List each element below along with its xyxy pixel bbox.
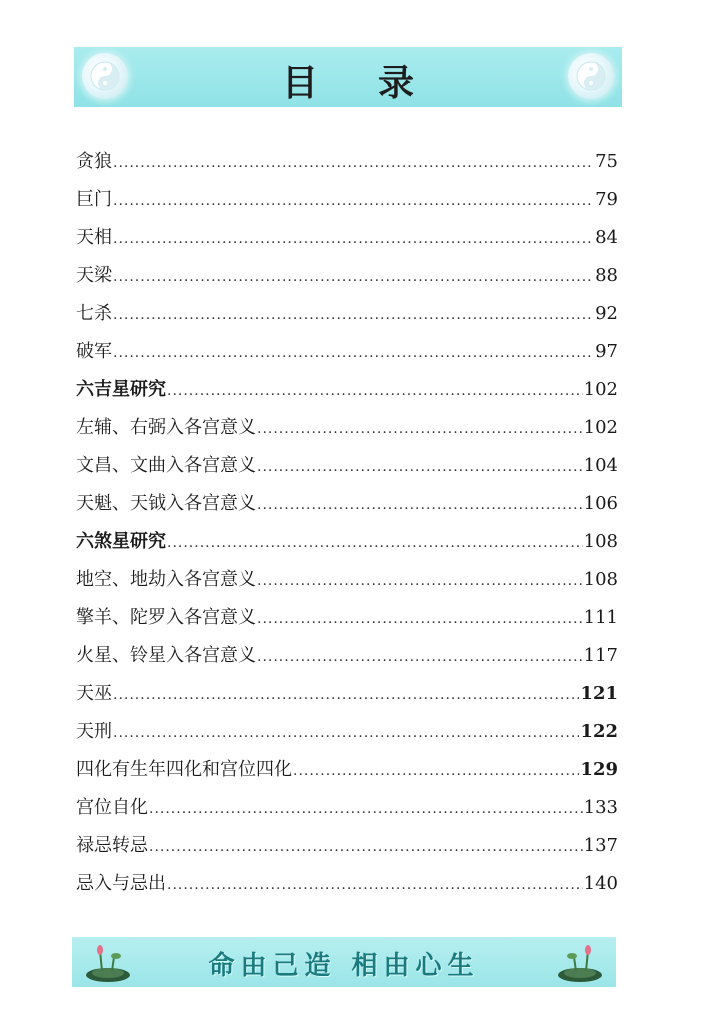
dot-leader xyxy=(113,231,594,247)
dot-leader xyxy=(293,763,579,779)
dot-leader xyxy=(257,421,583,437)
toc-entry-title: 贪狼 xyxy=(76,151,112,172)
dot-leader xyxy=(167,877,583,893)
dot-leader xyxy=(113,687,579,703)
toc-entry-page-number: 104 xyxy=(583,455,618,476)
dot-leader xyxy=(167,535,583,551)
toc-entry xyxy=(76,451,618,489)
toc-entry-title: 七杀 xyxy=(76,303,112,324)
footer-banner xyxy=(72,937,616,987)
toc-entry xyxy=(76,527,618,565)
toc-entry-title: 天梁 xyxy=(76,265,112,286)
toc-entry xyxy=(76,869,618,907)
toc-entry-title: 左辅、右弼入各宫意义 xyxy=(76,417,256,438)
toc-entry-title: 地空、地劫入各宫意义 xyxy=(76,569,256,590)
dot-leader xyxy=(149,839,583,855)
dot-leader xyxy=(257,649,583,665)
dot-leader xyxy=(257,459,583,475)
toc-header-banner xyxy=(74,47,622,107)
dot-leader xyxy=(113,155,594,171)
toc-entry-title: 天刑 xyxy=(76,721,112,742)
toc-entry-page-number: 108 xyxy=(583,569,618,590)
toc-entry-page-number: 79 xyxy=(595,189,618,210)
toc-entry-title: 禄忌转忌 xyxy=(76,835,148,856)
dot-leader xyxy=(113,725,579,741)
toc-entry-title: 六煞星研究 xyxy=(76,531,166,552)
toc-entry xyxy=(76,717,618,755)
toc-entry-title: 天魁、天钺入各宫意义 xyxy=(76,493,256,514)
toc-entry-page-number: 129 xyxy=(580,759,618,780)
toc-entry xyxy=(76,413,618,451)
toc-entry xyxy=(76,679,618,717)
toc-entry xyxy=(76,223,618,261)
toc-entry xyxy=(76,603,618,641)
toc-entry-page-number: 111 xyxy=(583,607,618,628)
dot-leader xyxy=(113,307,594,323)
toc-entry-page-number: 133 xyxy=(583,797,618,818)
page-title: 目录 xyxy=(281,63,474,104)
table-of-contents xyxy=(76,147,618,907)
dot-leader xyxy=(113,269,594,285)
toc-entry-page-number: 102 xyxy=(583,379,618,400)
toc-entry-title: 火星、铃星入各宫意义 xyxy=(76,645,256,666)
dot-leader xyxy=(257,611,583,627)
yin-yang-icon xyxy=(568,53,614,99)
toc-entry-title: 六吉星研究 xyxy=(76,379,166,400)
toc-entry xyxy=(76,261,618,299)
dot-leader xyxy=(113,345,594,361)
toc-entry-page-number: 106 xyxy=(583,493,618,514)
toc-entry-title: 天相 xyxy=(76,227,112,248)
toc-entry-page-number: 137 xyxy=(583,835,618,856)
toc-entry xyxy=(76,375,618,413)
toc-entry xyxy=(76,185,618,223)
lotus-turtle-icon xyxy=(552,943,612,983)
dot-leader xyxy=(149,801,583,817)
toc-entry-page-number: 122 xyxy=(580,721,618,742)
toc-entry xyxy=(76,565,618,603)
toc-entry xyxy=(76,299,618,337)
toc-entry-page-number: 117 xyxy=(583,645,618,666)
toc-entry-page-number: 75 xyxy=(595,151,618,172)
toc-entry-title: 巨门 xyxy=(76,189,112,210)
dot-leader xyxy=(167,383,583,399)
dot-leader xyxy=(113,193,594,209)
toc-entry xyxy=(76,755,618,793)
toc-entry-page-number: 88 xyxy=(595,265,618,286)
toc-entry xyxy=(76,337,618,375)
toc-entry-title: 天巫 xyxy=(76,683,112,704)
toc-entry-title: 擎羊、陀罗入各宫意义 xyxy=(76,607,256,628)
dot-leader xyxy=(257,573,583,589)
footer-slogan: 命由己造 相由心生 xyxy=(208,951,480,981)
toc-entry-title: 忌入与忌出 xyxy=(76,873,166,894)
toc-entry-page-number: 84 xyxy=(595,227,618,248)
dot-leader xyxy=(257,497,583,513)
toc-entry xyxy=(76,641,618,679)
toc-entry xyxy=(76,489,618,527)
toc-entry-title: 文昌、文曲入各宫意义 xyxy=(76,455,256,476)
toc-entry-page-number: 140 xyxy=(583,873,618,894)
toc-entry-page-number: 92 xyxy=(595,303,618,324)
toc-entry xyxy=(76,147,618,185)
toc-entry xyxy=(76,793,618,831)
toc-entry-title: 四化有生年四化和宫位四化 xyxy=(76,759,292,780)
toc-entry-page-number: 97 xyxy=(595,341,618,362)
toc-entry-page-number: 121 xyxy=(580,683,618,704)
toc-entry-title: 宫位自化 xyxy=(76,797,148,818)
toc-entry-page-number: 108 xyxy=(583,531,618,552)
toc-entry xyxy=(76,831,618,869)
toc-entry-page-number: 102 xyxy=(583,417,618,438)
toc-entry-title: 破军 xyxy=(76,341,112,362)
